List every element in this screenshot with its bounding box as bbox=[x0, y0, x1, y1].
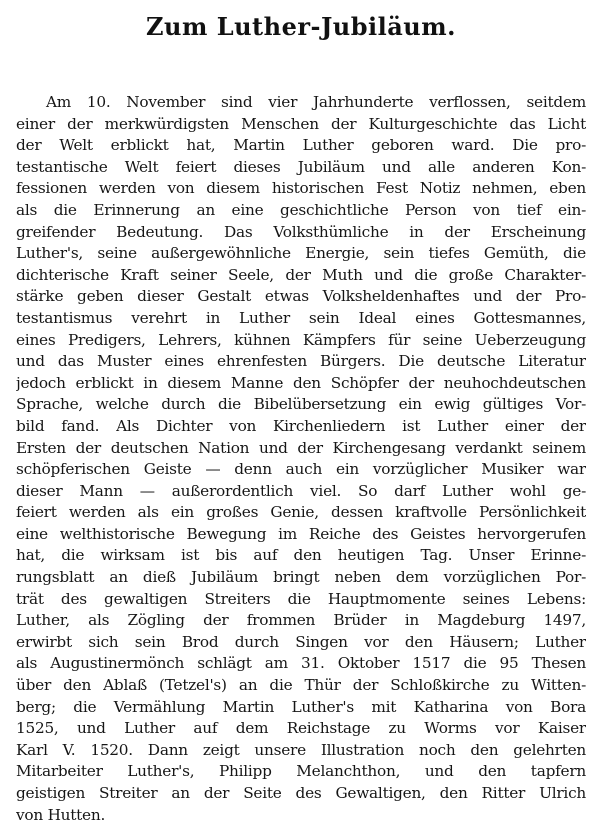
article-line: berg; die Vermählung Martin Luther's mit Katharina von Bora bbox=[16, 697, 586, 716]
article-line: der Welt erblickt hat, Martin Luther geboren ward. Die pro- bbox=[16, 136, 586, 155]
article-line: eine welthistorische Bewegung im Reiche des Geistes hervorgerufen bbox=[16, 524, 586, 543]
article-line: geistigen Streiter an der Seite des Gewaltigen, den Ritter Ulrich bbox=[16, 784, 586, 802]
article-line: als Augustinermönch schlägt am 31. Oktober 1517 die 95 Thesen bbox=[16, 654, 586, 673]
article-line: Luther's, seine außergewöhnliche Energie, sein tiefes Gemüth, die bbox=[16, 244, 586, 263]
article-line: einer der merkwürdigsten Menschen der Kulturgeschichte das Licht bbox=[16, 114, 586, 133]
article-line: trät des gewaltigen Streiters die Hauptmomente seines Lebens: bbox=[16, 589, 586, 608]
article-line: stärke geben dieser Gestalt etwas Volksheldenhaftes und der Pro- bbox=[16, 287, 586, 306]
article-line: dieser Mann — außerordentlich viel. So darf Luther wohl ge- bbox=[16, 481, 586, 500]
article-line: feiert werden als ein großes Genie, dessen kraftvolle Persönlichkeit bbox=[16, 503, 586, 522]
article-line: über den Ablaß (Tetzel's) an die Thür der Schloßkirche zu Witten- bbox=[16, 676, 586, 695]
article-title: Zum Luther-Jubiläum. bbox=[145, 12, 457, 41]
article-body bbox=[16, 92, 586, 826]
article-line: Luther, als Zögling der frommen Brüder in Magdeburg 1497, bbox=[16, 611, 586, 630]
article-line: von Hutten. bbox=[16, 805, 106, 824]
article-line: dichterische Kraft seiner Seele, der Muth und die große Charakter- bbox=[16, 265, 586, 284]
article-line: und das Muster eines ehrenfesten Bürgers. Die deutsche Literatur bbox=[16, 352, 586, 371]
article-line: testantismus verehrt in Luther sein Ideal eines Gottesmannes, bbox=[16, 308, 586, 327]
article-line: jedoch erblickt in diesem Manne den Schöpfer der neuhochdeutschen bbox=[16, 373, 586, 392]
article-line: bild fand. Als Dichter von Kirchenliedern ist Luther einer der bbox=[16, 416, 586, 435]
article-line: Ersten der deutschen Nation und der Kirchengesang verdankt seinem bbox=[16, 438, 586, 457]
article-line: Karl V. 1520. Dann zeigt unsere Illustration noch den gelehrten bbox=[16, 740, 586, 759]
article-line: hat, die wirksam ist bis auf den heutigen Tag. Unser Erinne- bbox=[16, 546, 586, 565]
article-line: eines Predigers, Lehrers, kühnen Kämpfers für seine Ueberzeugung bbox=[16, 330, 586, 349]
article-line: als die Erinnerung an eine geschichtliche Person von tief ein- bbox=[16, 200, 586, 219]
article-line: Sprache, welche durch die Bibelübersetzung ein ewig gültiges Vor- bbox=[16, 395, 586, 414]
article-line: Mitarbeiter Luther's, Philipp Melanchthon, und den tapfern bbox=[16, 762, 586, 781]
article-line: erwirbt sich sein Brod durch Singen vor den Häusern; Luther bbox=[16, 632, 586, 651]
article-line: 1525, und Luther auf dem Reichstage zu Worms vor Kaiser bbox=[16, 719, 586, 738]
article-line: greifender Bedeutung. Das Volksthümliche in der Erscheinung bbox=[16, 222, 586, 241]
article-line: testantische Welt feiert dieses Jubiläum und alle anderen Kon- bbox=[16, 157, 586, 176]
article-line: fessionen werden von diesem historischen Fest Notiz nehmen, eben bbox=[16, 179, 586, 198]
article-line: Am 10. November sind vier Jahrhunderte verflossen, seitdem bbox=[46, 93, 586, 111]
article-line: schöpferischen Geiste — denn auch ein vorzüglicher Musiker war bbox=[16, 460, 586, 479]
article-line: rungsblatt an dieß Jubiläum bringt neben dem vorzüglichen Por- bbox=[16, 568, 586, 587]
